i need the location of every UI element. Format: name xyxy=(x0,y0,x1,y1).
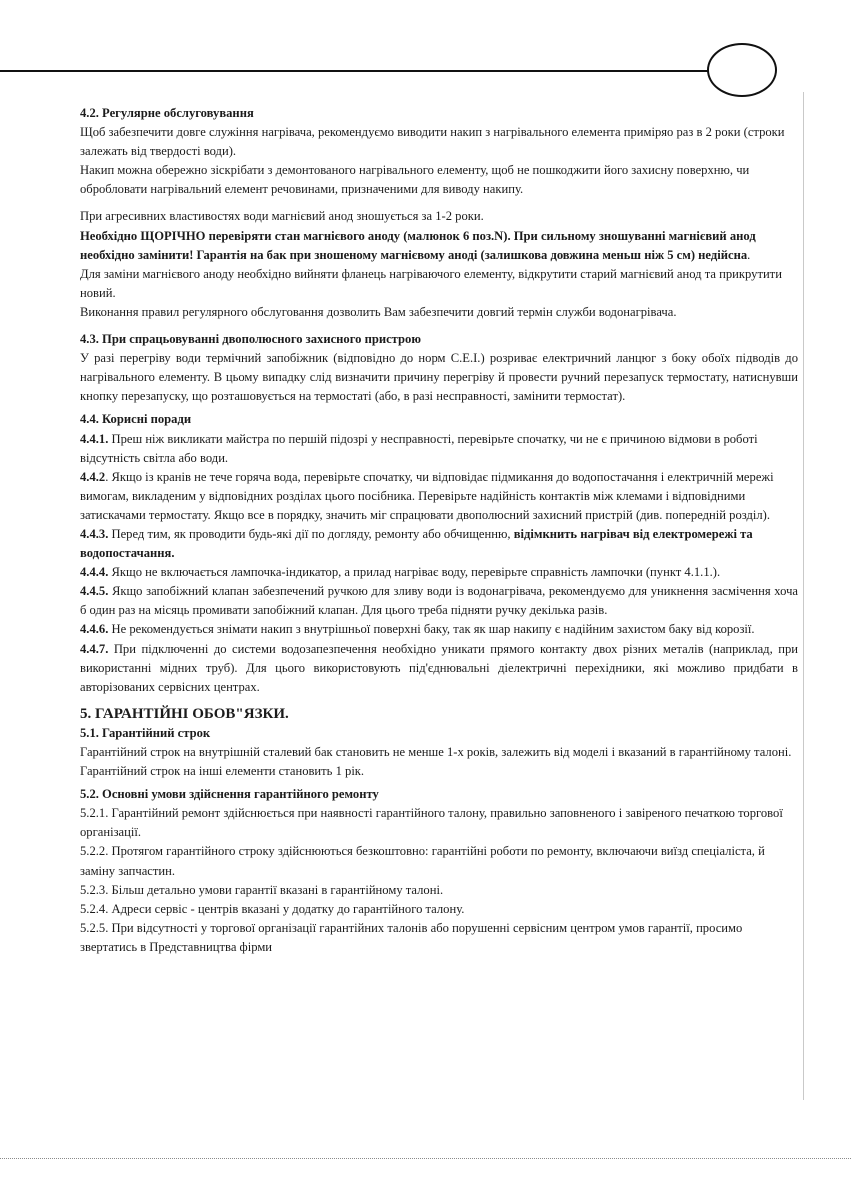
section-4-3-paragraph: У разі перегріву води термічний запобіжник (відповідно до норм С.Е.І.) розриває електричний ланцюг з боку обоїх підводів до нагрівального елементу. В цьому випадку слід визначити причину перегріву й провести ручний перезапуск термостату, натиснувши кнопку перезапуску, що розташовується на термостаті (або, в разі несправності, замінити термостат). xyxy=(80,351,798,404)
section-4-4-title: 4.4. Корисні поради xyxy=(80,412,192,427)
tip-text: Перед тим, як проводити будь-які дії по догляду, ремонту або обчищенню, xyxy=(108,526,514,541)
section-5-1-text: Гарантійний строк на внутрішній сталевий бак становить не менше 1-х років, залежить від моделі і вказаний в гарантійному талоні. Гарантійний строк на інші елементи становить 1 рік. xyxy=(80,745,792,779)
item-5-2-1: 5.2.1. Гарантійний ремонт здійснюється при наявності гарантійного талону, правильно заповненого і завіреного печаткою торгової організації. xyxy=(80,806,783,840)
tip-number: 4.4.6. xyxy=(80,622,109,637)
item-5-2-5: 5.2.5. При відсутності у торгової організації гарантійних талонів або порушенні сервісним центром умов гарантії, просимо звертатись в Представництва фірми xyxy=(80,920,743,954)
header-rule xyxy=(0,70,708,72)
right-margin-line xyxy=(803,92,804,1100)
section-4-2-title: 4.2. Регулярне обслуговування xyxy=(80,106,254,120)
tip-text: . Якщо із кранів не тече горяча вода, перевірьте спочатку, чи відповідає підмикання до водопостачання і електричній мережі вимогам, викладеним у відповідних розділах цього посібника. Перевірьте надійність контактів між клемами і відповідними затискачами термостату. Якщо все в порядку, значить міг спрацювати двополюсний захисний пристрій (див. попередній розділ). xyxy=(80,469,774,522)
section-4-3-title: 4.3. При спрацьовуванні двополюсного захисного пристрою xyxy=(80,332,421,347)
section-4-2-warning xyxy=(80,227,798,265)
bottom-dotted-line xyxy=(0,1158,851,1160)
section-4-2-paragraph-2: Накип можна обережно зіскрібати з демонтованого нагрівального елементу, щоб не пошкоджити його захисну поверхню, чи обробловати нагрівальний елемент речовинами, призначеними для виводу накипу. xyxy=(80,163,750,197)
tip-number: 4.4.4. xyxy=(80,565,109,580)
item-5-2-4: 5.2.4. Адреси сервіс - центрів вказані у додатку до гарантійного талону. xyxy=(80,901,465,916)
page-number-oval xyxy=(707,43,777,97)
section-4-2-paragraph-3: При агресивних властивостях води магнієвий анод зношується за 1-2 роки. xyxy=(80,209,484,224)
item-5-2-2: 5.2.2. Протягом гарантійного строку здійснюються безкоштовно: гарантійні роботи по ремонту, включаючи виїзд спеціаліста, й заміну запчастин. xyxy=(80,844,765,878)
tip-text: Не рекомендується знімати накип з внутрішньої поверхні баку, так як шар накипу є надійним захистом баку від корозії. xyxy=(108,622,755,637)
page-body xyxy=(80,104,798,957)
tip-text: Якщо не включається лампочка-індикатор, а прилад нагріває воду, перевірьте справність лампочки (пункт 4.1.1.). xyxy=(108,565,721,580)
tip-number: 4.4.5. xyxy=(80,584,109,599)
tip-4-4-5 xyxy=(80,582,798,620)
tip-4-4-2 xyxy=(80,468,798,525)
tip-4-4-6 xyxy=(80,620,798,639)
tip-text: Якщо запобіжний клапан забезпечений ручкою для зливу води із водонагрівача, рекомендуємо для уникнення засмічення хоча б один раз на місяць промивати запобіжний клапан. Для цього треба підняти ручку декілька разів. xyxy=(80,584,798,618)
tip-4-4-7 xyxy=(80,640,798,697)
section-4-2-paragraph-6: Виконання правил регулярного обслуговання дозволить Вам забезпечити довгий термін служби водонагрівача. xyxy=(80,304,677,319)
section-5-title: 5. ГАРАНТІЙНІ ОБОВ"ЯЗКИ. xyxy=(80,705,289,722)
tip-number: 4.4.2 xyxy=(80,469,106,484)
section-4-2-paragraph-5: Для заміни магнієвого аноду необхідно вийняти фланець нагріваючого елементу, відкрутити старий магнієвий анод та прикрутити новий. xyxy=(80,266,782,300)
tip-text: Преш ніж викликати майстра по першій підозрі у несправності, перевірьте спочатку, чи не є причиною відмови в роботі відсутність світла або води. xyxy=(80,431,758,465)
item-5-2-3: 5.2.3. Більш детально умови гарантії вказані в гарантійному талоні. xyxy=(80,882,444,897)
tip-4-4-3 xyxy=(80,525,798,563)
tip-number: 4.4.3. xyxy=(80,526,109,541)
section-5-2-title: 5.2. Основні умови здійснення гарантійного ремонту xyxy=(80,787,379,802)
anode-warning-bold: Необхідно ЩОРІЧНО перевіряти стан магнієвого аноду (малюнок 6 поз.N). При сильному зношуванні магнієвий анод необхідно замінити! Гарантія на бак при зношеному магнієвому аноді (залишкова довжина меньш ніж 5 см) недійсна xyxy=(80,228,756,262)
tip-number: 4.4.1. xyxy=(80,431,109,446)
tip-text: При підключенні до системи водозапезпечення необхідно уникати прямого контакту двох різних металів (наприклад, при використанні мідних труб). Для цього використовують під'єднювальні діелектричні перехідники, які можливо придбати в авторізованих сервісних центрах. xyxy=(80,641,798,694)
tip-number: 4.4.7. xyxy=(80,641,109,656)
section-5-1-title: 5.1. Гарантійний строк xyxy=(80,725,211,740)
tip-bold-text: відімкнить нагрівач від електромережі та водопостачання. xyxy=(80,526,753,561)
tip-4-4-4 xyxy=(80,563,798,582)
anode-warning-end: . xyxy=(747,247,751,262)
section-4-2-paragraph-1: Щоб забезпечити довге служіння нагрівача, рекомендуємо виводити накип з нагрівального елемента приміряо раз в 2 роки (строки залежать від твердості води). xyxy=(80,125,785,159)
tip-4-4-1 xyxy=(80,430,798,468)
